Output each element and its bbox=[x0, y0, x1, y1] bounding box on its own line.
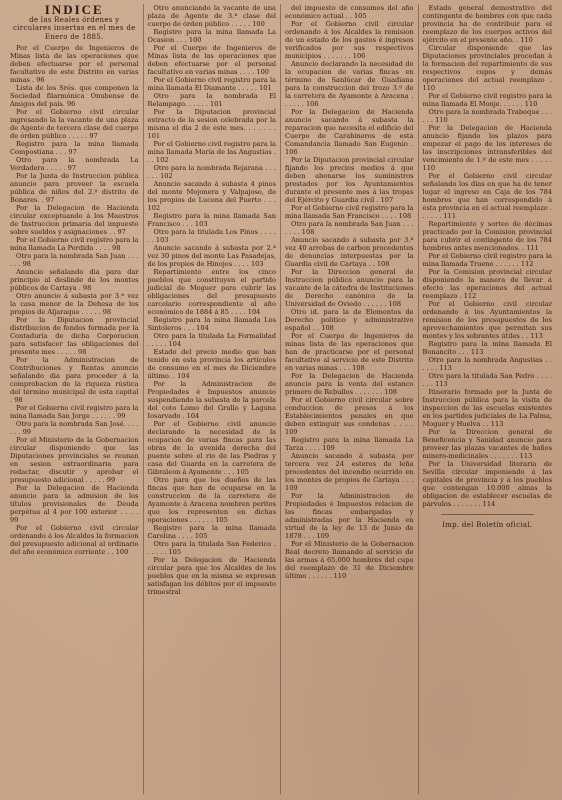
index-entry: Por el Gobierno civil circular ordenando á los Alcaldes la formacion del presupuesto adicional al ordinario del año económico corriente . . 100 bbox=[10, 524, 139, 557]
page-title: INDICE bbox=[44, 4, 104, 17]
index-entry: Itinerario formado por la Junta de Instruccion pública para la visita de inspeccion de las escuelas existentes en los partidos judiciales de La Palma, Moguer y Huelva . . 113 bbox=[422, 388, 552, 428]
column-4 bbox=[419, 4, 557, 794]
column-2-entries bbox=[148, 4, 277, 596]
index-entry: Por la Delegacion de Hacienda anuncio fijando los plazos para empezar el pago de los intereses de las inscripciones intransferibles del vencimiento de 1.º de este mes . . . . . 110 bbox=[422, 124, 552, 172]
index-entry: Otro para la nombrada Angustias . . . . . . 113 bbox=[422, 356, 552, 372]
index-entry: Otro para la nombrada Trabeque . . . . . . 110 bbox=[422, 108, 552, 124]
index-entry: Por la Administracion de Propiedades é Impuestos relacion de las fincas embargadas y administradas por la Hacienda en virtud de la ley de 13 de Junio de 1878 . . . 109 bbox=[285, 492, 414, 540]
index-entry: Por el Gobierno civil anuncio declarando la necesidad de la ocupacion de varias fincas para las obras de la avenida derecha del puente sobre el rio de las Piedras y casa del Guarda en la carretera de Gibraleon á Ayamonte . . . 105 bbox=[147, 420, 276, 476]
index-entry: Por el Cuerpo de Ingenieros de Minas lista de las operaciones que deben efectuarse por el personal facultativo en varias minas . . . . 100 bbox=[147, 44, 276, 76]
index-entry: Otro para la nombrada Rejarana . . . . . . 102 bbox=[147, 164, 276, 180]
index-entry: Otro anunciando la vacante de una plaza de Agente de 3.ª clase del cuerpo de órden público . . . . . 100 bbox=[147, 4, 276, 28]
index-entry: Por el Gobierno civil registro para la mina llamada San Jorge . . . . . . 99 bbox=[10, 404, 139, 421]
index-entry: Anuncio sacando á subasta por 2.ª vez 30 pinos del monte Las Pasadejas, de los propios de Hinojos . . . . 103 bbox=[147, 244, 276, 268]
index-entry: Por la Delegacion de Hacienda anuncio para la admision de los títulos provisionales de Deuda perpétua al 4 por 100 exterior . . . . 99 bbox=[10, 484, 139, 525]
index-entry: Circular disponiendo que las Diputaciones provinciales procedan á la formacion del repartimiento de sus respectivos cupos y demás operaciones del actual reemplazo . 110 bbox=[422, 44, 552, 92]
index-entry: Estado del precio medio que han tenido en esta provincia los artículos de consumo en el mes de Diciembre último. . 104 bbox=[147, 348, 276, 380]
index-entry: Por la Administracion de Propiedades é Impuestos anuncio suspendiendo la subasta de la parcela del coto Lomo del Grullo y Laguna Iosarvado . 104 bbox=[147, 380, 276, 420]
column-3 bbox=[281, 4, 419, 794]
column-3-entries bbox=[285, 4, 414, 580]
index-entry: Por la Diputacion provincial circular fijando los precios medios á que deben abonarse los suministros prestados por los Ayuntamientos durante el presente mes á las tropas del Ejército y Guardia civil . 107 bbox=[285, 156, 414, 204]
page-subtitle: de las Reales órdenes y circulares insertas en el mes de Enero de 1885. bbox=[12, 16, 136, 41]
index-entry: Por la Diputacion provincial distribucion de fondos formada por la Contaduría de dicha Corporacion para satisfacer las obligaciones del presente mes . . . . . 98 bbox=[10, 316, 139, 357]
imprint-divider bbox=[441, 514, 535, 515]
index-entry: Otro para la nombrada El Relampago. . . . . . 101 bbox=[147, 92, 276, 108]
column-4-entries bbox=[423, 4, 553, 508]
index-entry: Por el Gobierno civil circular sobre conduccion de presos á los Establecimientos penales en que deben extinguir sus condenas . . . . 109 bbox=[285, 396, 414, 436]
index-entry: Anuncio sacando á subasta por 3.ª vez 40 arrobas de carbon procedentes de denuncias interpuestas por la Guardia civil de Cartaya . . 108 bbox=[285, 236, 414, 268]
index-entry: Por el Gobierno civil registro para la mina llamada El Monje. . . . . . 110 bbox=[422, 92, 552, 108]
index-entry: Registro para la mina llamada La Tarza . . . . 109 bbox=[285, 436, 414, 452]
index-entry: Por la Comision provincial circular disponiendo la manera de llevar á efecto las operaciones del actual reemplazo . 112 bbox=[422, 268, 552, 300]
index-entry: Otro para que los dueños de las fincas que han de ocuparse en la construccion de la carretera de Ayamonte á Aracena nombren peritos que los representen en dichas operaciones . . . . . . 105 bbox=[147, 476, 276, 524]
index-entry: Por el Gobierno civil circular señalando los dias en que ha de tener lugar el ingreso en Caja de los 784 hombres que han correspondido á esta provincia en el actual reemplazo . . . . . . 111 bbox=[422, 172, 552, 220]
index-entry: Otro para la nombrada San Juan . . . . . . . 108 bbox=[285, 220, 414, 236]
index-entry: Registro para la mina llamada El Bonancito . . . 113 bbox=[422, 340, 552, 356]
index-entry: Por la Direccion general de Beneficencia y Sanidad anuncio para proveer las plazas vacantes de baños minero-medicinales . . . . . . . 113 bbox=[422, 428, 552, 460]
index-entry: Otro para la titulada La Formalidad . . . . . 104 bbox=[147, 332, 276, 348]
column-1-entries bbox=[10, 44, 139, 556]
index-entry: Por el Gobierno civil registro para la mina llamada Trueno . . . . . . 112 bbox=[422, 252, 552, 268]
index-entry: Por la Delegacion de Hacienda circular exceptuando á los Maestros de Instruccion primaria del impuesto sobre sueldos y asignaciones . . 97 bbox=[10, 204, 139, 237]
index-entry: Por el Gobierno civil registro para la mina llamada La Perdida . . . . 98 bbox=[10, 236, 139, 253]
index-entry: Por el Gobierno civil registro para la mina llamada San Francisco . . . . 108 bbox=[285, 204, 414, 220]
index-entry: Otro para la titulada San Pedro . . . . . . . 113 bbox=[422, 372, 552, 388]
column-1 bbox=[6, 4, 144, 794]
index-entry: Anuncio sacando á subasta 4 pinos del monte Mojonera y Valpajoso, de los propios de Lucena del Puerto . . . 102 bbox=[147, 180, 276, 212]
index-entry: Otro para la nombrada San Juan . . . . . . 98 bbox=[10, 252, 139, 269]
index-entry: Por la Delegacion de Hacienda circular para que los Alcaldes de los pueblos que en la misma se expresan satisfagan los débitos por el impuesto trimestral bbox=[147, 556, 276, 596]
index-entry: Por la Diputacion provincial extracto de la sesion celebrada por la misma el dia 2 de este mes. . . . . . . 101 bbox=[147, 108, 276, 140]
index-entry: Por la Administracion de Contribuciones y Rentas anuncio señalando dia para proceder á la comprobacion de la riqueza rústica del término municipal de esta capital . 98 bbox=[10, 356, 139, 405]
index-entry: Por el Gobierno civil registro para la mina llamada El Diamante . . . . . 101 bbox=[147, 76, 276, 92]
printer-imprint: Imp. del Boletín oficial. bbox=[442, 521, 533, 529]
index-entry: Registro para la mina llamada San Francisco . . . 103 bbox=[147, 212, 276, 228]
index-entry: Por el Cuerpo de Ingenieros de minas lista de las operaciones que han de practicarse por el personal facultativo al servicio de este Distrito en varias minas . . . 108 bbox=[285, 332, 414, 372]
index-entry: Repartimiento y sorteo de décimas practicado por la Comision provincial para cubrir el contingente de los 784 hombres antes mencionados. . 111 bbox=[422, 220, 552, 252]
index-entry: Por el Ministerio de la Gobernacion Real decreto llamando al servicio de las armas á 65.000 hombres del cupo del reemplazo de 31 de Diciembre último . . . . . . 110 bbox=[285, 540, 414, 580]
index-columns bbox=[6, 4, 556, 794]
index-entry: Anuncio declarando la necesidad de la ocupacion de varias fincas en término de Sanlúcar de Guadiana para la construccion del trozo 3.º de la carretera de Ayamonte á Aracena . . . . . . 106 bbox=[285, 60, 414, 108]
index-entry: Lista de los Srés. que componen la Sociedad filarmónica Onubense de Amigos del país. 96 bbox=[10, 84, 139, 109]
index-entry: Registro para la mina llamada Carolina . . . . 105 bbox=[147, 524, 276, 540]
index-entry: Anuncio sacando á subasta por tercera vez 24 esteros de leña procedentes del incendio ocurrido en los montes de propios de Cartaya . . . 109 bbox=[285, 452, 414, 492]
index-entry: Por la Junta de Instruccion pública anuncio para proveer la escuela pública de niños del 2.º distrito de Bonares. . 97 bbox=[10, 172, 139, 205]
index-entry: Registro para la mina llamada Los Sintoleros . . . 104 bbox=[147, 316, 276, 332]
index-entry: Por el Gobierno civil circular ordenando á los Ayuntamientos la remision de los presupuestos de los aprovechamientos que permitan sus montes y los sobrantes útiles . . 113 bbox=[422, 300, 552, 340]
index-entry: Otro para la titulada San Federico . . . . . . 105 bbox=[147, 540, 276, 556]
index-entry: Repartimiento entre los cinco pueblos que constituyen el partido judicial de Moguer para cubrir las obligaciones del presupuesto carcelario correspondiente al año económico de 1884 á 85 . . . . 104 bbox=[147, 268, 276, 316]
index-entry: Por la Delegacion de Hacienda anuncio para la venta del estanco primero de Rebullos . . . . . . . 108 bbox=[285, 372, 414, 396]
index-entry: Por la Universidad literaria de Sevilla circular imponiendo á las capitales de provincia y á los pueblos que contengan 10.000 almas la obligacion de establecer escuelas de párvulos . . . . . . . 114 bbox=[422, 460, 552, 508]
index-entry: Registro para la mina llamada La Ocasion . . . 100 bbox=[147, 28, 276, 44]
index-entry: Otro anuncio á subasta por 3.ª vez la casa menor de la Dehesa de los propios de Aljaraque . . . . . 98 bbox=[10, 292, 139, 317]
column-2 bbox=[144, 4, 282, 794]
index-entry: Por el Ministerio de la Gobernacion circular disponiendo que las Diputaciones provinciales se reunan en sesion extraordinaria para redactar, discutir y aprobar el presupuesto adicional . . . . . 99 bbox=[10, 436, 139, 485]
index-entry: Otro para la titulada Los Pinos . . . . . . 103 bbox=[147, 228, 276, 244]
index-entry: Por la Direccion general de Instruccion pública anuncio para la vacante de la cátedra de Instituciones de Derecho canónico de la Universidad de Oviedo . . . . . . 108 bbox=[285, 268, 414, 308]
index-entry: Otro para la nombrada La Verdadera . . . . . 97 bbox=[10, 156, 139, 173]
index-entry: Por el Gobierno civil registro para la mina llamada María de las Angustias . . . 102 bbox=[147, 140, 276, 164]
index-entry: Por el Gobierno civil circular ordenando á los Alcaldes la remision de un estado de los gastos é ingresos verificados por sus respectivos municipios . . . . . . . 106 bbox=[285, 20, 414, 60]
index-entry: Otro para la nombrada San José. . . . . . . 99 bbox=[10, 420, 139, 437]
index-entry: Registro para la mina llamada Compostiana . . . 97 bbox=[10, 140, 139, 157]
index-entry: Anuncio señalando dia para dar principio al deslinde de los montes públicos de Cartaya . 98 bbox=[10, 268, 139, 293]
index-entry: Por el Cuerpo de Ingenieros de Minas lista de las operaciones que deben efectuarse por el personal facultativo de este Distrito en varias minas . 96 bbox=[10, 44, 139, 85]
index-entry: Por el Gobierno civil circular ingresando la la vacante de una plaza de Agente de tercera clase del cuerpo de órden público . . . . . 97 bbox=[10, 108, 139, 141]
index-entry: Otro id. para la de Elementos de Derecho político y administrativo español . . 108 bbox=[285, 308, 414, 332]
index-entry: del impuesto de consumos del año económico actual . . 105 bbox=[285, 4, 414, 20]
index-entry: Por la Delegacion de Hacienda anuncio sacando á subasta la reparacion que necesita el edificio del Cuerpo de Carabineros de esta Comandancia llamado San Eugenio . 106 bbox=[285, 108, 414, 156]
index-entry: Estado general demostrativo del contingente de hombres con que cada provincia ha de contribuir para el reemplazo de los cuerpos activos del ejército en el presente año. . 110 bbox=[422, 4, 552, 44]
